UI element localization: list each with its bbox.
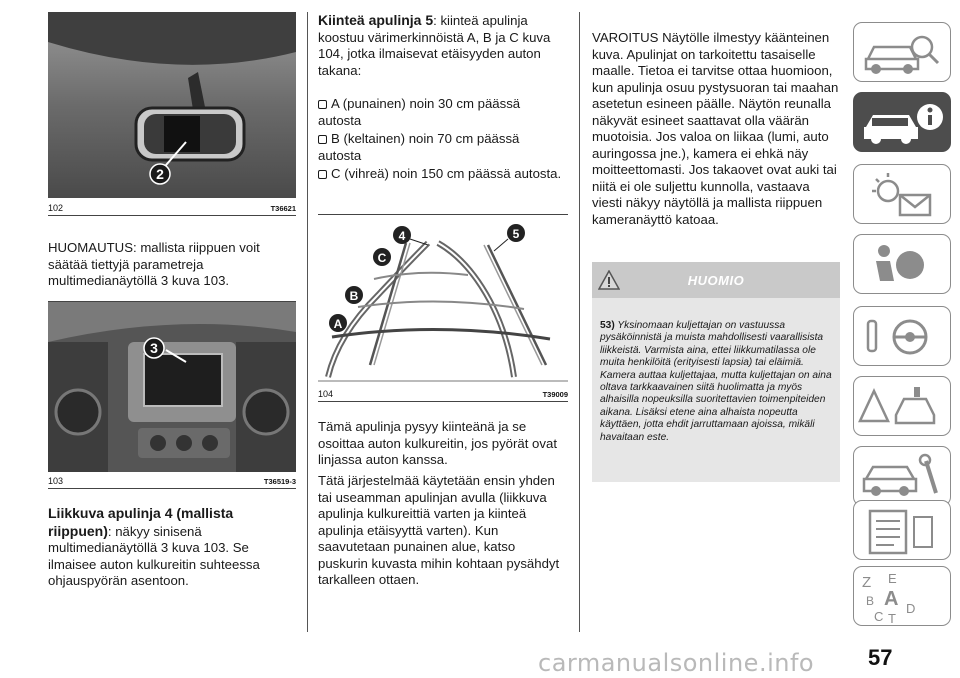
fixed-guideline-description: Tämä apulinja pysyy kiinteänä ja se osoittaa auton kulkureitin, jos pyörät ovat linjassa auton kanssa. (318, 419, 557, 467)
page-number: 57 (868, 645, 893, 670)
figure-102-callout: 2 (156, 166, 164, 182)
svg-text:A: A (884, 588, 899, 610)
fixed-guideline-title: Kiinteä apulinja 5 (318, 12, 434, 28)
figure-104-callout-a: A (333, 317, 343, 331)
figure-102-caption (48, 198, 296, 216)
distance-bullet-list (318, 96, 566, 183)
list-item: A (punainen) noin 30 cm päässä autosta (318, 96, 521, 128)
system-usage-description: Tätä järjestelmää käytetään ensin yhden tai useamman apulinjan avulla (liikkuva apulinja kulkureittiä varten ja kiinteä apulinja etäisyyttä varten). Kun saavutetaan punainen alue, katso puskurin kuvasta mihin kohtaan pysähdyt tarkalleen ottaen. (318, 473, 560, 587)
moving-guideline-title: Liikkuva apulinja 4 (mallista riippuen) (48, 505, 234, 539)
figure-104-number: 104 (318, 389, 334, 399)
checkbox-bullet-icon (318, 170, 327, 179)
column-divider-1 (307, 12, 308, 632)
checkbox-bullet-icon (318, 100, 327, 109)
car-wrench-icon (854, 447, 952, 507)
figure-103-image (48, 301, 296, 472)
sidebar-tab-car-search[interactable] (853, 22, 951, 82)
svg-text:Z: Z (862, 574, 872, 591)
list-item: C (vihreä) noin 150 cm päässä autosta. (318, 166, 566, 183)
fixed-guideline-text: : kiinteä apulinja koostuu värimerkinnöistä A, B ja C kuva 104, jotka ilmaisevat etäisyyden auton takana: (318, 13, 551, 78)
figure-104-callout-b: B (349, 289, 359, 303)
warning-light-message-icon (854, 165, 952, 225)
camera-warning-text: VAROITUS Näytölle ilmestyy käänteinen kuva. Apulinjat on tarkoitettu tasaiselle maalle. Tietoa ei tarvitse ottaa huomioon, kun apulinja osuu pystysuoran tai maahan asetetun esineen päälle. Näytön reunalla näkyvät esineet saattavat olla väärän muotoisia. Jos valoa on liikaa (lumi, auto auringossa jne.), kamera ei ehkä näy moitteettomasti. Jos takaovet ovat auki tai niitä ei ole suljettu kunnolla, vastaava viesti näkyy näytöllä ja mallista riippuen kameranäyttö katoaa. (592, 30, 839, 227)
sidebar-tab-index[interactable] (853, 566, 951, 626)
key-steering-wheel-icon (854, 307, 952, 367)
sidebar-tab-car-info[interactable] (853, 92, 951, 152)
sidebar-tab-technical-data[interactable] (853, 500, 951, 560)
huomio-body (592, 298, 840, 482)
watermark-text: carmanualsonline.info (538, 649, 815, 677)
svg-text:T: T (888, 611, 896, 626)
figure-103-callout: 3 (150, 340, 158, 356)
svg-text:B: B (866, 594, 875, 608)
column-divider-2 (579, 12, 580, 632)
sidebar-tab-emergency[interactable] (853, 376, 951, 436)
sidebar-tab-warning-lights[interactable] (853, 164, 951, 224)
figure-102-number: 102 (48, 203, 64, 213)
figure-103-number: 103 (48, 476, 64, 486)
sidebar-tab-maintenance[interactable] (853, 446, 951, 506)
alphabetical-index-icon (854, 567, 952, 627)
moving-guideline-section (48, 505, 290, 590)
figure-102-image (48, 12, 296, 198)
list-item: B (keltainen) noin 70 cm päässä autosta (318, 131, 520, 163)
checkbox-bullet-icon (318, 135, 327, 144)
huomio-header (592, 262, 840, 298)
figure-102-code: T36621 (270, 204, 296, 213)
svg-text:C: C (874, 609, 884, 624)
sidebar-tab-safety[interactable] (853, 234, 951, 294)
airbag-passenger-icon (854, 235, 952, 295)
svg-text:E: E (888, 571, 897, 586)
figure-104-caption (318, 384, 568, 402)
figure-104-callout-4: 4 (398, 229, 406, 243)
figure-104-code: T39009 (542, 390, 568, 399)
multimedia-note: HUOMAUTUS: mallista riippuen voit säätää tiettyjä parametreja multimedianäytöllä 3 kuva 103. (48, 240, 260, 288)
note-number: 53) (600, 320, 615, 331)
car-info-icon (854, 93, 952, 153)
triangle-breakdown-icon (854, 377, 952, 437)
svg-text:D: D (906, 601, 916, 616)
huomio-title: HUOMIO (687, 273, 745, 288)
moving-guideline-text: : näkyy sinisenä multimedianäytöllä 3 kuva 103. Se ilmaisee auton kulkureitin suhteessa ohjauspyörän asentoon. (48, 523, 260, 588)
fixed-guideline-section (318, 12, 566, 79)
note-text: Yksinomaan kuljettajan on vastuussa pysäköinnistä ja muista mahdollisesti vaarallisista liikkeistä. Varmista aina, ettei liikkumatilassa ole muita henkilöitä (erityisesti lapsia) tai eläimiä. Kamera auttaa kuljettajaa, mutta kuljettajan on aina oltava tarkkaavainen siitä huolimatta ja myös alhaisilla nopeuksilla suoritettavien toimenpiteiden aikana. Lisäksi etene aina alhaista nopeutta käyttäen, jotta ehdit jarruttamaan ajoissa, mikäli havaitaan este. (600, 320, 832, 443)
figure-104-image (318, 214, 568, 385)
technical-data-list-icon (854, 501, 952, 561)
figure-104-callout-c: C (377, 251, 387, 265)
figure-104-callout-5: 5 (512, 227, 520, 241)
figure-103-code: T36519-3 (263, 477, 296, 486)
figure-103-caption (48, 471, 296, 489)
car-search-icon (854, 23, 952, 83)
sidebar-tab-starting-driving[interactable] (853, 306, 951, 366)
